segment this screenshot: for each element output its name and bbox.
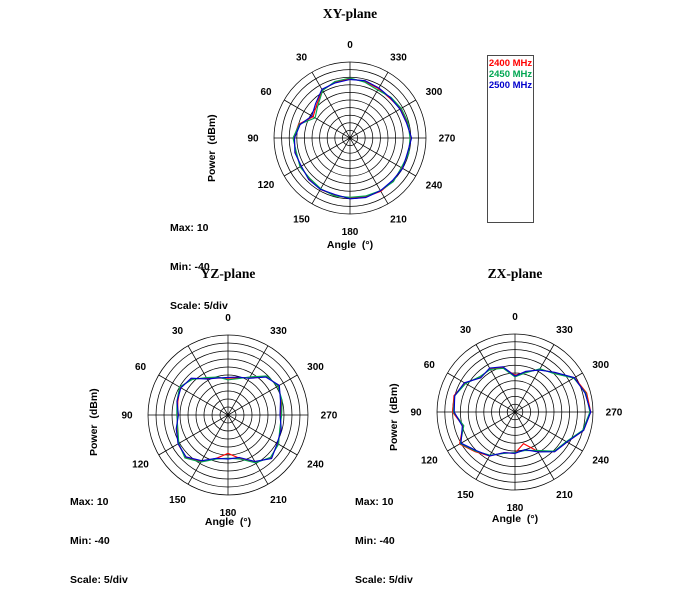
angle-tick-label: 90: [247, 133, 259, 145]
legend-item-2450mhz: 2450 MHz: [488, 69, 533, 80]
angle-tick-label: 270: [438, 133, 456, 145]
xy-angle-axis-label: Angle (°): [326, 239, 374, 251]
angle-tick-label: 240: [592, 455, 610, 467]
zx-plane-title: ZX-plane: [487, 266, 543, 281]
angle-tick-label: 150: [457, 490, 474, 502]
frequency-legend: [487, 55, 534, 223]
legend-item-2500mhz: 2500 MHz: [488, 80, 533, 91]
legend-item-2400mhz: 2400 MHz: [488, 58, 533, 69]
angle-tick-label: 60: [134, 361, 147, 373]
yz-scale-info: [70, 470, 128, 600]
angle-tick-label: 210: [390, 214, 407, 226]
angle-tick-label: 330: [390, 52, 407, 64]
min-value-label: Min: -40: [355, 535, 395, 547]
zx-power-axis-label: Power (dBm): [388, 383, 400, 451]
xy-power-axis-label: Power (dBm): [206, 114, 218, 182]
angle-tick-label: 150: [293, 214, 310, 226]
angle-tick-label: 270: [320, 410, 338, 422]
angle-tick-label: 240: [425, 180, 443, 192]
angle-tick-label: 210: [556, 490, 573, 502]
angle-tick-label: 300: [592, 359, 610, 371]
angle-tick-label: 240: [307, 459, 324, 471]
angle-tick-label: 300: [425, 86, 443, 98]
angle-tick-label: 180: [506, 503, 524, 514]
angle-tick-label: 330: [556, 324, 573, 336]
angle-tick-label: 330: [270, 326, 287, 338]
angle-tick-label: 210: [270, 494, 287, 506]
min-value-label: Min: -40: [170, 261, 210, 273]
yz-plane-title: YZ-plane: [200, 266, 256, 281]
zx-plane-polar-chart: [410, 312, 622, 514]
angle-tick-label: 0: [225, 313, 231, 324]
scale-per-div-label: Scale: 5/div: [355, 574, 413, 586]
angle-tick-label: 300: [307, 361, 324, 373]
scale-per-div-label: Scale: 5/div: [70, 574, 128, 586]
angle-tick-label: 0: [512, 312, 518, 323]
series-curve-2400MHz: [177, 377, 281, 463]
angle-tick-label: 120: [132, 459, 149, 471]
series-curve-2500MHz: [176, 377, 281, 461]
series-curve-2450MHz: [177, 376, 282, 463]
angle-tick-label: 90: [121, 410, 133, 422]
angle-tick-label: 60: [260, 86, 272, 98]
angle-tick-label: 180: [341, 227, 359, 238]
angle-tick-label: 180: [219, 508, 237, 519]
yz-plane-polar-chart: [121, 313, 337, 519]
angle-tick-label: 120: [420, 455, 438, 467]
max-value-label: Max: 10: [70, 496, 109, 508]
angle-tick-label: 30: [459, 324, 472, 336]
min-value-label: Min: -40: [70, 535, 110, 547]
angle-tick-label: 150: [169, 494, 186, 506]
angle-tick-label: 90: [410, 407, 422, 419]
yz-power-axis-label: Power (dBm): [88, 388, 100, 456]
yz-angle-axis-label: Angle (°): [204, 516, 252, 528]
angle-tick-label: 30: [295, 52, 308, 64]
xy-plane-title: XY-plane: [322, 6, 378, 21]
scale-per-div-label: Scale: 5/div: [170, 300, 228, 312]
angle-tick-label: 30: [171, 326, 184, 338]
zx-scale-info: [355, 470, 413, 600]
xy-scale-info: [170, 196, 228, 326]
max-value-label: Max: 10: [355, 496, 394, 508]
xy-plane-polar-chart: [247, 40, 455, 238]
max-value-label: Max: 10: [170, 222, 209, 234]
angle-tick-label: 0: [347, 40, 353, 51]
angle-tick-label: 270: [605, 407, 623, 419]
angle-tick-label: 120: [257, 180, 275, 192]
zx-angle-axis-label: Angle (°): [491, 513, 539, 525]
angle-tick-label: 60: [423, 359, 435, 371]
